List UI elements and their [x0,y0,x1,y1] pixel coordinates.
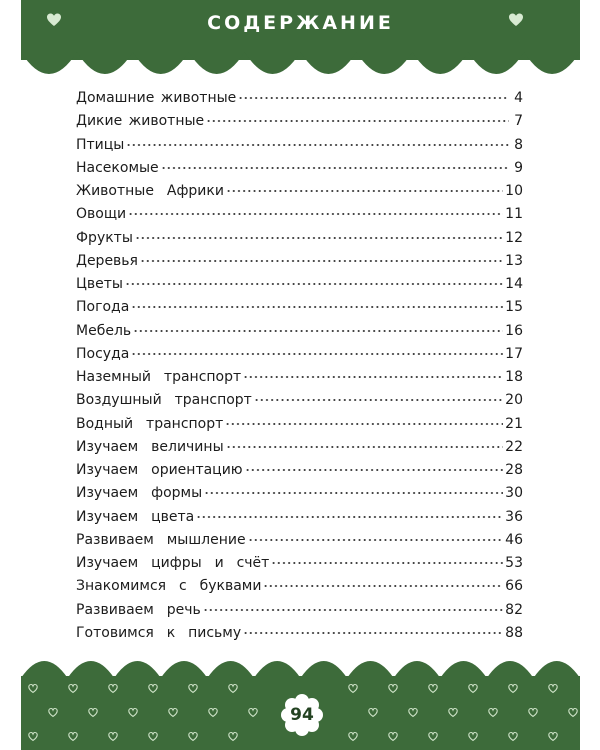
toc-entry-label: Изучаем цифры и счёт [76,555,270,571]
toc-entry-page: 36 [505,508,523,525]
toc-entry [76,576,523,599]
toc-entry-page: 9 [514,159,523,176]
toc-entry-label: Погода [76,299,130,316]
toc-entry [76,367,523,390]
heart-icon [509,733,517,741]
toc-entry-page: 53 [505,555,523,571]
heart-icon [549,733,557,741]
toc-entry-page: 7 [514,113,523,130]
heart-icon [229,685,237,693]
toc-dot-leader [238,88,509,102]
toc-dot-leader [133,321,503,335]
toc-dot-leader [131,344,503,358]
toc-entry [76,530,523,553]
toc-entry [76,111,523,134]
toc-entry-label: Цветы [76,276,123,292]
toc-entry [76,88,523,111]
toc-dot-leader [271,553,503,567]
toc-entry [76,460,523,483]
toc-entry [76,600,523,623]
toc-dot-leader [140,251,503,265]
toc-entry-page: 16 [505,322,523,339]
toc-entry-page: 4 [514,90,523,106]
toc-entry [76,483,523,506]
toc-entry-page: 21 [505,415,523,432]
toc-dot-leader [203,600,503,614]
toc-dot-leader [248,530,504,544]
heart-icon [109,733,117,741]
toc-entry-label: Изучаем цвета [76,508,195,525]
toc-entry-label: Деревья [76,252,138,269]
toc-entry-page: 20 [505,392,523,409]
heart-icon [89,709,97,717]
heart-icon [229,733,237,741]
heart-icon [189,733,197,741]
table-of-contents [76,88,523,646]
toc-dot-leader [263,576,503,590]
toc-entry-label: Изучаем ориентацию [76,462,243,478]
toc-entry [76,135,523,158]
heart-icon [129,709,137,717]
page-title: СОДЕРЖАНИЕ [207,12,394,34]
heart-icon [369,709,377,717]
toc-entry-page: 28 [505,462,523,478]
heart-icon [508,12,524,28]
header-scallop-edge [21,52,580,76]
toc-entry [76,228,523,251]
heart-icon [69,733,77,741]
toc-entry-label: Посуда [76,345,130,362]
heart-icon [409,709,417,717]
toc-entry [76,321,523,344]
toc-entry [76,158,523,181]
toc-entry-label: Развиваем мышление [76,531,246,548]
toc-dot-leader [245,460,504,474]
toc-entry-page: 8 [514,136,523,153]
heart-icon [569,709,577,717]
toc-dot-leader [226,181,503,195]
heart-icon [349,733,357,741]
toc-entry [76,623,523,646]
toc-dot-leader [128,204,503,218]
toc-entry-label: Наземный транспорт [76,369,242,385]
toc-entry-page: 82 [505,601,523,618]
heart-icon [29,733,37,741]
heart-icon [249,709,257,717]
toc-entry-page: 12 [505,229,523,246]
toc-entry-label: Домашние животные [76,90,237,106]
toc-entry-label: Насекомые [76,159,159,176]
toc-dot-leader [131,297,503,311]
toc-dot-leader [126,135,509,149]
toc-entry [76,181,523,204]
toc-entry [76,251,523,274]
toc-entry-label: Готовимся к письму [76,624,242,641]
toc-dot-leader [161,158,509,172]
toc-entry-label: Дикие животные [76,113,205,130]
toc-entry-page: 22 [505,438,523,455]
toc-entry-label: Фрукты [76,229,133,246]
heart-icon [469,685,477,693]
heart-icon [149,685,157,693]
heart-icon [189,685,197,693]
heart-icon [429,685,437,693]
toc-entry-page: 14 [505,276,523,292]
toc-dot-leader [225,414,503,428]
heart-icon [449,709,457,717]
heart-icon [29,685,37,693]
toc-entry [76,297,523,320]
heart-icon [349,685,357,693]
heart-icon [549,685,557,693]
heart-icon [109,685,117,693]
header-band [21,0,580,60]
toc-entry-page: 66 [505,578,523,595]
toc-dot-leader [226,437,504,451]
toc-dot-leader [135,228,503,242]
heart-icon [489,709,497,717]
heart-icon [209,709,217,717]
heart-icon [149,733,157,741]
toc-entry [76,414,523,437]
toc-entry-label: Животные Африки [76,183,224,199]
toc-entry-label: Птицы [76,136,125,153]
toc-entry-page: 15 [505,299,523,316]
heart-icon [69,685,77,693]
toc-dot-leader [196,507,503,521]
toc-dot-leader [206,111,509,125]
toc-entry [76,507,523,530]
toc-dot-leader [254,390,503,404]
toc-entry-page: 18 [505,369,523,385]
toc-entry-label: Воздушный транспорт [76,392,252,409]
toc-entry [76,437,523,460]
page-number: 94 [290,705,314,725]
toc-entry-label: Мебель [76,322,132,339]
toc-entry-page: 17 [505,345,523,362]
toc-entry-page: 11 [505,206,523,223]
heart-icon [469,733,477,741]
toc-entry-page: 30 [505,485,523,502]
toc-dot-leader [204,483,503,497]
toc-entry-page: 10 [505,183,523,199]
toc-entry [76,204,523,227]
toc-dot-leader [243,623,503,637]
toc-entry [76,344,523,367]
toc-entry [76,274,523,297]
heart-icon [509,685,517,693]
heart-icon [389,733,397,741]
toc-entry-label: Изучаем величины [76,438,224,455]
toc-entry-label: Водный транспорт [76,415,224,432]
heart-icon [429,733,437,741]
toc-entry-label: Знакомимся с буквами [76,578,262,595]
heart-icon [389,685,397,693]
toc-dot-leader [243,367,503,381]
toc-entry-label: Овощи [76,206,127,223]
toc-entry-page: 88 [505,624,523,641]
toc-entry-label: Изучаем формы [76,485,203,502]
toc-dot-leader [125,274,503,288]
toc-entry-page: 13 [505,252,523,269]
heart-icon [49,709,57,717]
heart-icon [529,709,537,717]
toc-entry-label: Развиваем речь [76,601,201,618]
toc-entry [76,390,523,413]
toc-entry-page: 46 [505,531,523,548]
heart-icon [169,709,177,717]
toc-entry [76,553,523,576]
